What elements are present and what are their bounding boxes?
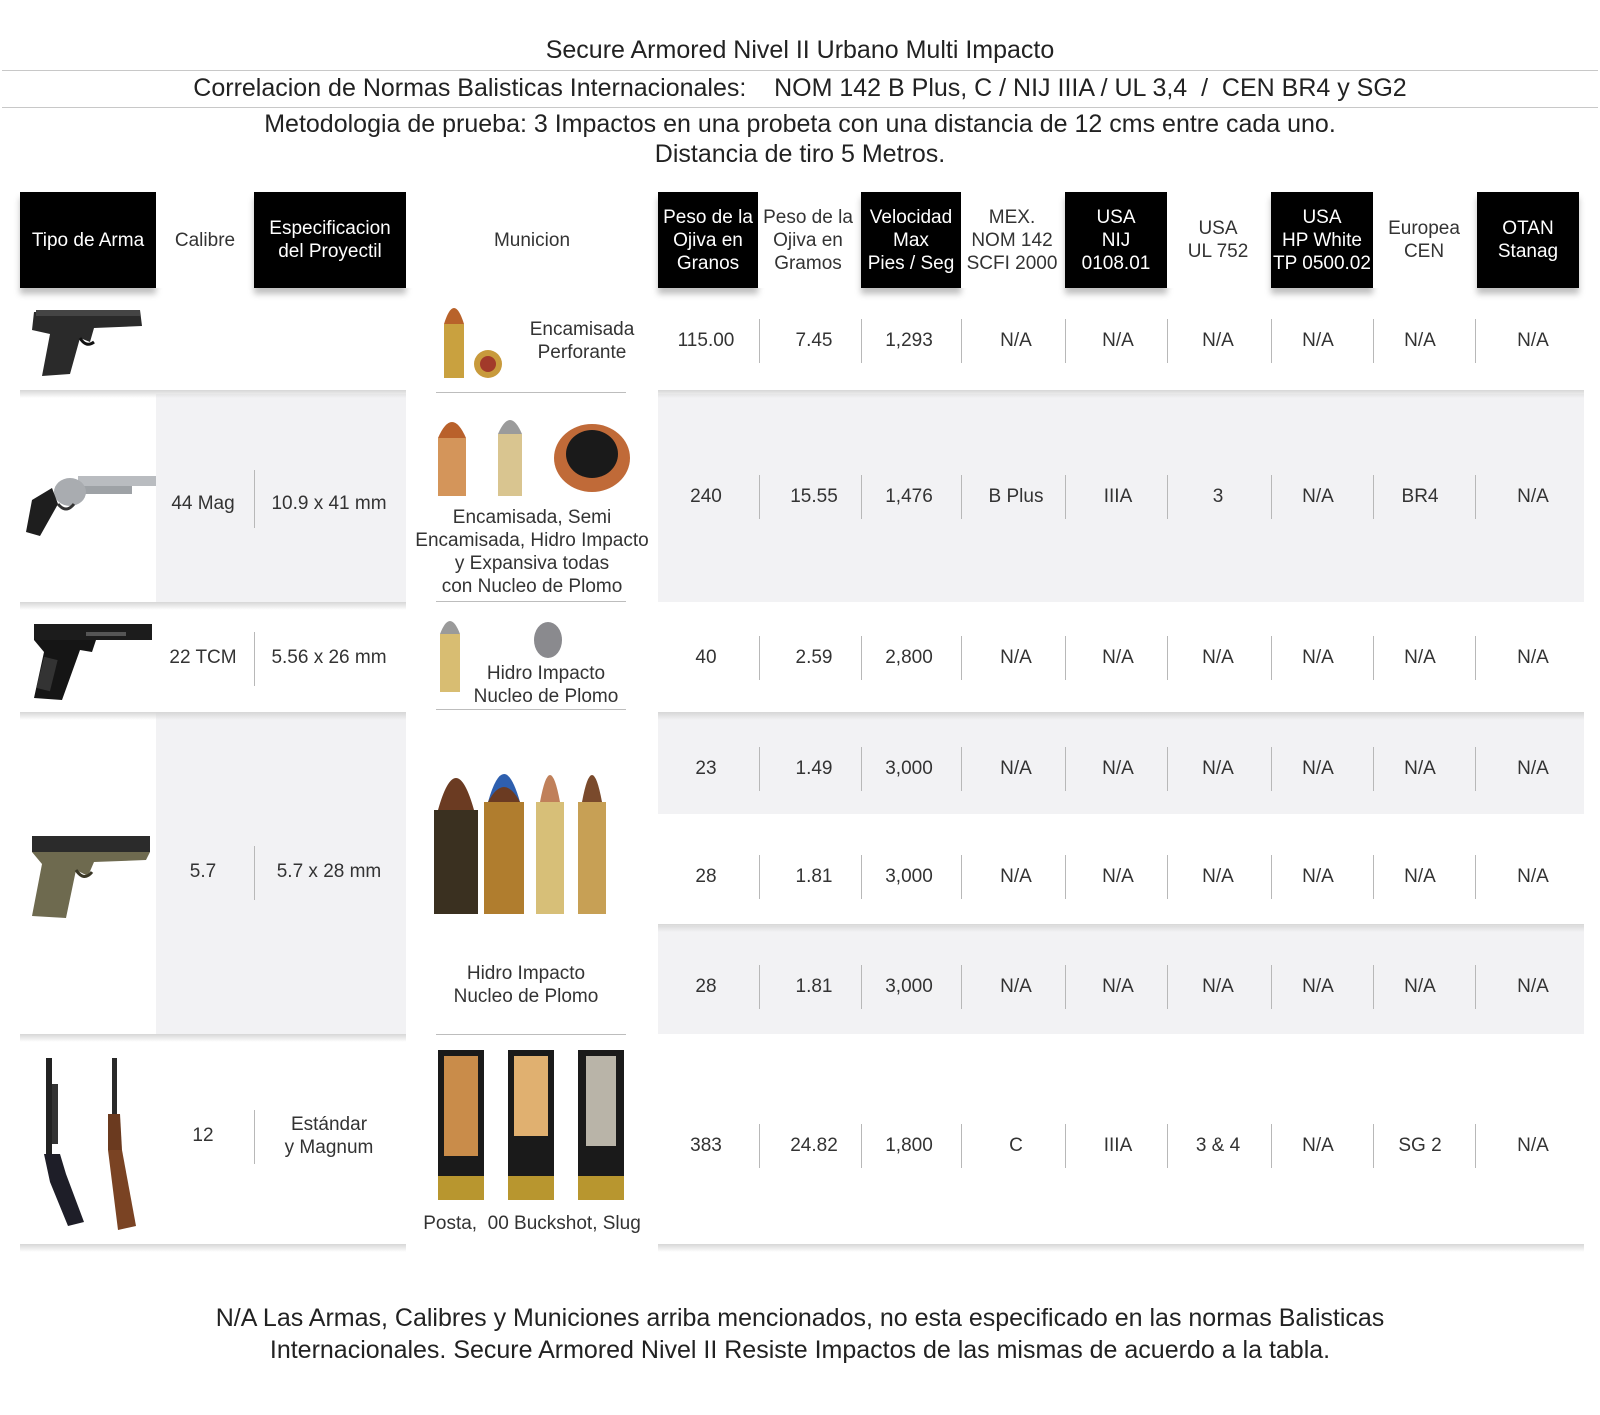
- divider: [759, 855, 760, 899]
- divider: [861, 319, 862, 363]
- cell-velocidad: 2,800: [885, 647, 933, 668]
- bullet-icon: [438, 296, 508, 382]
- cell-peso-granos: 115.00: [677, 330, 735, 351]
- cell-cen: N/A: [1404, 647, 1436, 668]
- cell-peso-gramos: 2.59: [795, 647, 833, 668]
- espec-cell: 10.9 x 41 mm: [271, 493, 387, 514]
- cell-peso-gramos: 1.81: [795, 976, 833, 997]
- cell-peso-gramos: 1.81: [795, 866, 833, 887]
- cell-ul: 3 & 4: [1195, 1135, 1241, 1156]
- cell-hp-white: N/A: [1302, 330, 1334, 351]
- cell-otan: N/A: [1517, 976, 1549, 997]
- cell-ul: 3: [1212, 486, 1224, 507]
- divider: [1373, 1124, 1374, 1168]
- divider: [254, 470, 255, 528]
- divider: [759, 475, 760, 519]
- divider: [861, 965, 862, 1009]
- cell-cen: N/A: [1404, 976, 1436, 997]
- divider: [759, 965, 760, 1009]
- cell-mex: N/A: [1000, 330, 1032, 351]
- cell-hp-white: N/A: [1302, 976, 1334, 997]
- footer-note: Internacionales. Secure Armored Nivel II Resiste Impactos de las mismas de acuerdo a la tabla.: [269, 1336, 1331, 1364]
- cell-peso-gramos: 15.55: [790, 486, 838, 507]
- divider: [1475, 965, 1476, 1009]
- divider: [1475, 636, 1476, 680]
- divider: [759, 747, 760, 791]
- cell-ul: N/A: [1202, 758, 1234, 779]
- row-separator: [20, 1244, 406, 1252]
- municion-label: Encamisada Perforante: [529, 319, 635, 363]
- divider: [2, 70, 1598, 71]
- divider: [759, 636, 760, 680]
- cell-ul: N/A: [1202, 866, 1234, 887]
- divider: [1167, 747, 1168, 791]
- cell-ul: N/A: [1202, 647, 1234, 668]
- cell-cen: N/A: [1404, 758, 1436, 779]
- divider: [436, 1034, 626, 1035]
- distance-text: Distancia de tiro 5 Metros.: [654, 140, 946, 168]
- pistol-icon: [28, 304, 144, 378]
- municion-label: Hidro Impacto Nucleo de Plomo: [453, 963, 599, 1007]
- divider: [961, 855, 962, 899]
- cell-velocidad: 3,000: [885, 976, 933, 997]
- municion-label: Encamisada, Semi Encamisada, Hidro Impacto y Expansiva todas con Nucleo de Plomo: [415, 507, 649, 597]
- divider: [861, 475, 862, 519]
- divider: [1167, 965, 1168, 1009]
- divider: [1373, 636, 1374, 680]
- divider: [1373, 475, 1374, 519]
- five-seven-pistol-icon: [26, 830, 154, 920]
- cell-mex: C: [1009, 1135, 1023, 1156]
- calibre-cell: 44 Mag: [171, 493, 235, 514]
- divider: [436, 392, 626, 393]
- cell-otan: N/A: [1517, 1135, 1549, 1156]
- cell-peso-granos: 28: [695, 976, 717, 997]
- 1911-pistol-icon: [26, 618, 154, 702]
- calibre-cell: 5.7: [189, 861, 217, 882]
- divider: [861, 1124, 862, 1168]
- header-ul: USA UL 752: [1167, 192, 1269, 288]
- revolver-icon: [22, 470, 158, 542]
- divider: [961, 747, 962, 791]
- divider: [1065, 747, 1066, 791]
- divider: [1475, 475, 1476, 519]
- divider: [1065, 1124, 1066, 1168]
- divider: [1271, 855, 1272, 899]
- divider: [254, 1110, 255, 1164]
- cell-peso-granos: 28: [695, 866, 717, 887]
- divider: [1065, 855, 1066, 899]
- cell-peso-gramos: 1.49: [795, 758, 833, 779]
- cell-velocidad: 1,476: [885, 486, 933, 507]
- divider: [1475, 1124, 1476, 1168]
- cell-cen: SG 2: [1398, 1135, 1442, 1156]
- standards-correlation: Correlacion de Normas Balisticas Internacionales: NOM 142 B Plus, C / NIJ IIIA / UL 3,4 / CEN BR4 y SG2: [193, 74, 1407, 102]
- divider: [961, 1124, 962, 1168]
- divider: [1475, 855, 1476, 899]
- cell-nij: N/A: [1102, 758, 1134, 779]
- cell-nij: IIIA: [1103, 1135, 1133, 1156]
- divider: [436, 709, 626, 710]
- divider: [961, 965, 962, 1009]
- cell-hp-white: N/A: [1302, 486, 1334, 507]
- bullet-icon: [432, 752, 620, 916]
- divider: [759, 1124, 760, 1168]
- divider: [1271, 965, 1272, 1009]
- cell-velocidad: 3,000: [885, 866, 933, 887]
- cell-peso-gramos: 7.45: [795, 330, 833, 351]
- municion-label: Posta, 00 Buckshot, Slug: [423, 1213, 641, 1234]
- cell-velocidad: 1,293: [885, 330, 933, 351]
- divider: [1065, 636, 1066, 680]
- bullet-icon: [434, 412, 634, 500]
- shotgun-icon: [38, 1054, 142, 1234]
- header-peso-granos: Peso de la Ojiva en Granos: [658, 192, 758, 288]
- divider: [861, 855, 862, 899]
- divider: [1271, 1124, 1272, 1168]
- cell-hp-white: N/A: [1302, 647, 1334, 668]
- cell-hp-white: N/A: [1302, 866, 1334, 887]
- cell-hp-white: N/A: [1302, 1135, 1334, 1156]
- cell-peso-granos: 383: [690, 1135, 722, 1156]
- divider: [1271, 747, 1272, 791]
- row-separator: [20, 1034, 406, 1042]
- divider: [1065, 965, 1066, 1009]
- header-municion: Municion: [406, 192, 658, 288]
- cell-otan: N/A: [1517, 647, 1549, 668]
- cell-mex: B Plus: [988, 486, 1044, 507]
- divider: [1167, 636, 1168, 680]
- cell-hp-white: N/A: [1302, 758, 1334, 779]
- row-separator: [20, 712, 406, 720]
- divider: [1475, 747, 1476, 791]
- divider: [759, 319, 760, 363]
- header-calibre: Calibre: [156, 192, 254, 288]
- cell-ul: N/A: [1202, 330, 1234, 351]
- cell-nij: N/A: [1102, 647, 1134, 668]
- shotshell-icon: [434, 1046, 634, 1206]
- header-mex: MEX. NOM 142 SCFI 2000: [961, 192, 1063, 288]
- divider: [254, 846, 255, 900]
- espec-cell: 5.56 x 26 mm: [271, 647, 387, 668]
- espec-cell: Estándar y Magnum: [284, 1114, 374, 1158]
- cell-cen: N/A: [1404, 330, 1436, 351]
- calibre-cell: 12: [192, 1125, 214, 1146]
- header-velocidad: Velocidad Max Pies / Seg: [861, 192, 961, 288]
- row-separator: [658, 712, 1584, 720]
- cell-peso-granos: 23: [695, 758, 717, 779]
- cell-velocidad: 1,800: [885, 1135, 933, 1156]
- divider: [1065, 475, 1066, 519]
- divider: [861, 636, 862, 680]
- header-nij: USA NIJ 0108.01: [1065, 192, 1167, 288]
- cell-cen: N/A: [1404, 866, 1436, 887]
- footer-note: N/A Las Armas, Calibres y Municiones arriba mencionados, no esta especificado en las normas Balisticas: [215, 1304, 1385, 1332]
- divider: [254, 632, 255, 686]
- cell-mex: N/A: [1000, 647, 1032, 668]
- cell-peso-granos: 240: [690, 486, 722, 507]
- cell-ul: N/A: [1202, 976, 1234, 997]
- methodology-text: Metodologia de prueba: 3 Impactos en una probeta con una distancia de 12 cms entre cada uno.: [264, 110, 1336, 138]
- row-separator: [20, 390, 406, 398]
- divider: [1271, 475, 1272, 519]
- header-especificacion: Especificacion del Proyectil: [254, 192, 406, 288]
- municion-label: Hidro Impacto Nucleo de Plomo: [473, 663, 619, 707]
- divider: [1271, 319, 1272, 363]
- row-separator: [658, 1244, 1584, 1252]
- divider: [1373, 965, 1374, 1009]
- row-separator: [658, 390, 1584, 398]
- divider: [1475, 319, 1476, 363]
- calibre-cell: 22 TCM: [169, 647, 237, 668]
- header-peso-gramos: Peso de la Ojiva en Gramos: [758, 192, 858, 288]
- espec-cell: 5.7 x 28 mm: [276, 861, 382, 882]
- cell-otan: N/A: [1517, 330, 1549, 351]
- cell-nij: N/A: [1102, 866, 1134, 887]
- divider: [1373, 747, 1374, 791]
- divider: [1271, 636, 1272, 680]
- row-separator: [20, 602, 406, 610]
- cell-mex: N/A: [1000, 758, 1032, 779]
- page-title: Secure Armored Nivel II Urbano Multi Impacto: [545, 36, 1055, 64]
- cell-nij: N/A: [1102, 330, 1134, 351]
- cell-otan: N/A: [1517, 486, 1549, 507]
- divider: [861, 747, 862, 791]
- cell-mex: N/A: [1000, 976, 1032, 997]
- divider: [436, 601, 626, 602]
- cell-velocidad: 3,000: [885, 758, 933, 779]
- divider: [961, 636, 962, 680]
- divider: [1373, 319, 1374, 363]
- divider: [1167, 319, 1168, 363]
- cell-mex: N/A: [1000, 866, 1032, 887]
- cell-peso-gramos: 24.82: [790, 1135, 838, 1156]
- divider: [1167, 855, 1168, 899]
- cell-peso-granos: 40: [695, 647, 717, 668]
- cell-otan: N/A: [1517, 866, 1549, 887]
- header-tipo-arma: Tipo de Arma: [20, 192, 156, 288]
- divider: [1065, 319, 1066, 363]
- cell-otan: N/A: [1517, 758, 1549, 779]
- header-hp-white: USA HP White TP 0500.02: [1271, 192, 1373, 288]
- divider: [1167, 1124, 1168, 1168]
- cell-nij: IIIA: [1103, 486, 1133, 507]
- cell-cen: BR4: [1401, 486, 1439, 507]
- divider: [2, 107, 1598, 108]
- cell-nij: N/A: [1102, 976, 1134, 997]
- divider: [961, 319, 962, 363]
- divider: [1167, 475, 1168, 519]
- divider: [961, 475, 962, 519]
- divider: [1373, 855, 1374, 899]
- row-separator: [658, 924, 1584, 932]
- header-cen: Europea CEN: [1373, 192, 1475, 288]
- header-otan: OTAN Stanag: [1477, 192, 1579, 288]
